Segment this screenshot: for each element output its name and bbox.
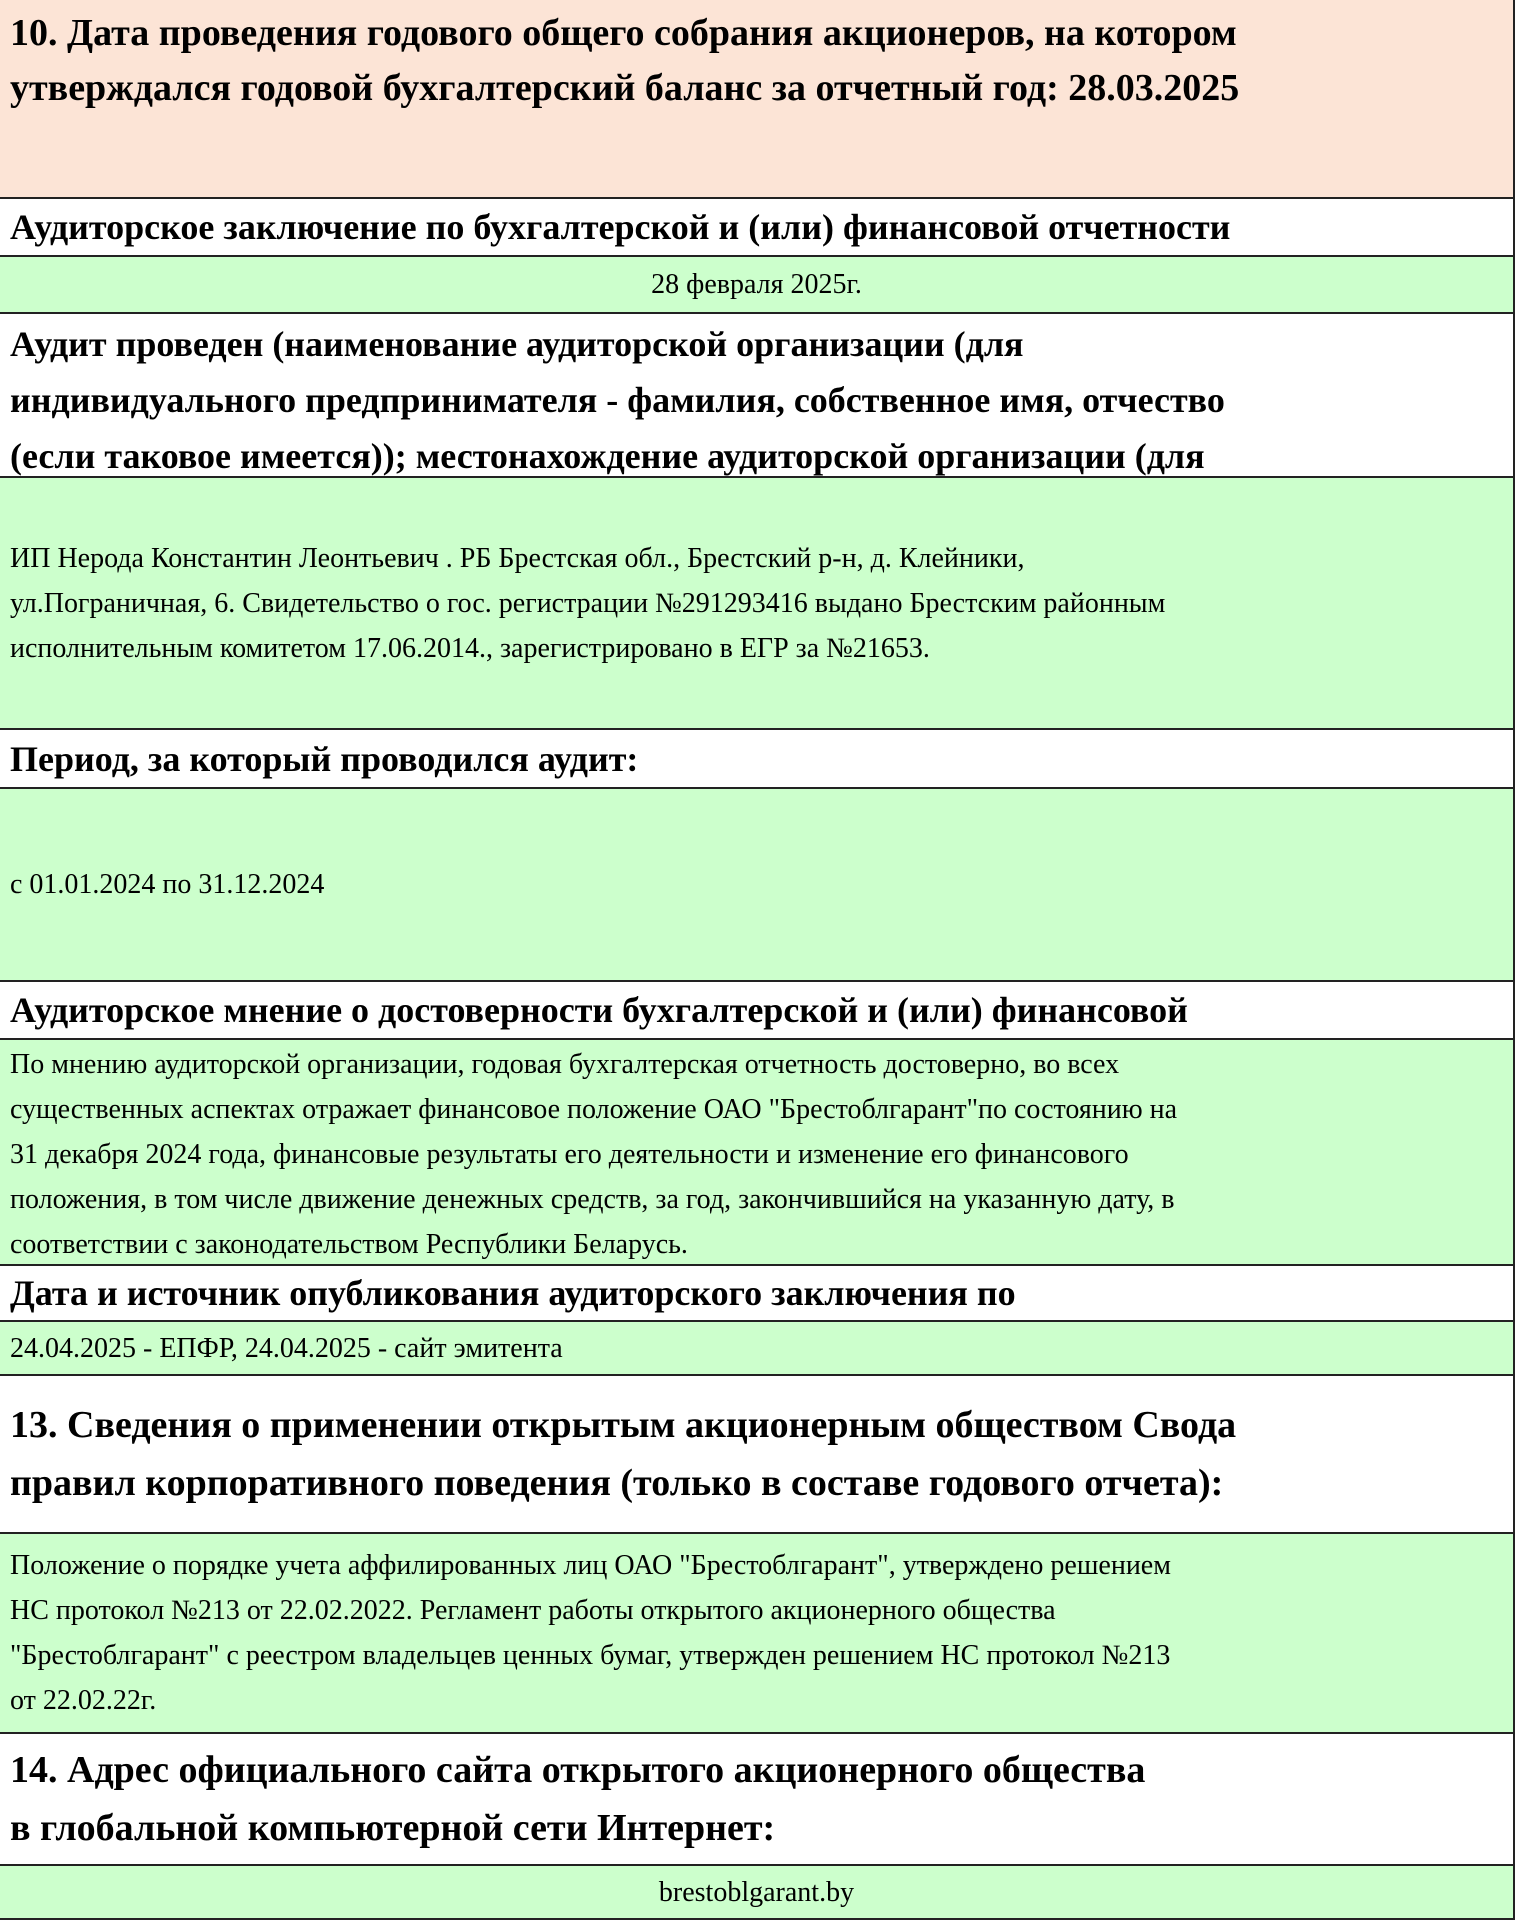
- period-heading-cell: [0, 728, 1513, 787]
- period-heading: Период, за который проводился аудит:: [10, 738, 639, 779]
- opinion-line4: положения, в том числе движение денежных средств, за год, закончившийся на указанную дату, в: [10, 1184, 1175, 1215]
- section-14-heading-cell: [0, 1732, 1513, 1864]
- opinion-heading: Аудиторское мнение о достоверности бухгалтерской и (или) финансовой: [10, 990, 1188, 1030]
- section-13-heading-cell: [0, 1374, 1513, 1532]
- auditor-heading-line1: Аудит проведен (наименование аудиторской организации (для: [10, 324, 1024, 364]
- opinion-heading-cell: [0, 980, 1513, 1038]
- section-10-title-line2: утверждался годовой бухгалтерский баланс за отчетный год: 28.03.2025: [10, 67, 1240, 109]
- audit-conclusion-date: 28 февраля 2025г.: [651, 269, 862, 300]
- auditor-value-line3: исполнительным комитетом 17.06.2014., зарегистрировано в ЕГР за №21653.: [10, 632, 930, 664]
- section-13-line2: НС протокол №213 от 22.02.2022. Регламент работы открытого акционерного общества: [10, 1595, 1056, 1626]
- section-13-title-line2: правил корпоративного поведения (только в составе годового отчета):: [10, 1462, 1224, 1504]
- period-value: с 01.01.2024 по 31.12.2024: [10, 869, 325, 900]
- publication-value: 24.04.2025 - ЕПФР, 24.04.2025 - сайт эмитента: [10, 1332, 563, 1364]
- publication-heading-cell: [0, 1264, 1513, 1320]
- auditor-value-line2: ул.Пограничная, 6. Свидетельство о гос. регистрации №291293416 выдано Брестским районным: [10, 587, 1166, 619]
- audit-conclusion-date-cell: [0, 255, 1513, 312]
- section-13-line4: от 22.02.22г.: [10, 1685, 157, 1716]
- opinion-line3: 31 декабря 2024 года, финансовые результаты его деятельности и изменение его финансового: [10, 1139, 1129, 1170]
- section-13-line3: "Брестоблгарант" с реестром владельцев ценных бумаг, утвержден решением НС протокол №213: [10, 1640, 1171, 1671]
- section-13-line1: Положение о порядке учета аффилированных лиц ОАО "Брестоблгарант", утверждено решением: [10, 1550, 1171, 1581]
- website-link[interactable]: brestoblgarant.by: [658, 1876, 855, 1908]
- auditor-heading-line2: индивидуального предпринимателя - фамилия, собственное имя, отчество: [10, 380, 1225, 420]
- opinion-line5: соответствии с законодательством Республики Беларусь.: [10, 1229, 688, 1260]
- section-14-title-line1: 14. Адрес официального сайта открытого акционерного общества: [10, 1749, 1146, 1791]
- opinion-line1: По мнению аудиторской организации, годовая бухгалтерская отчетность достоверно, во всех: [10, 1049, 1120, 1080]
- auditor-value-cell: [0, 476, 1513, 728]
- section-14-title-line2: в глобальной компьютерной сети Интернет:: [10, 1807, 776, 1849]
- publication-value-cell: [0, 1320, 1513, 1374]
- section-10-cell: [0, 0, 1513, 197]
- auditor-heading-line3: (если таковое имеется)); местонахождение аудиторской организации (для: [10, 436, 1205, 476]
- section-13-title-line1: 13. Сведения о применении открытым акционерным обществом Свода: [10, 1404, 1237, 1446]
- section-13-value-cell: [0, 1532, 1513, 1732]
- audit-conclusion-heading: Аудиторское заключение по бухгалтерской и (или) финансовой отчетности: [10, 207, 1231, 247]
- publication-heading: Дата и источник опубликования аудиторского заключения по: [10, 1273, 1016, 1313]
- audit-conclusion-heading-cell: [0, 197, 1513, 255]
- period-value-cell: [0, 787, 1513, 980]
- website-cell: [0, 1864, 1513, 1918]
- opinion-value-cell: [0, 1038, 1513, 1264]
- opinion-line2: существенных аспектах отражает финансовое положение ОАО "Брестоблгарант"по состоянию на: [10, 1094, 1178, 1125]
- auditor-heading-cell: [0, 312, 1513, 476]
- auditor-value-line1: ИП Нерода Константин Леонтьевич . РБ Брестская обл., Брестский р-н, д. Клейники,: [10, 542, 1025, 574]
- section-10-title-line1: 10. Дата проведения годового общего собрания акционеров, на котором: [10, 12, 1237, 54]
